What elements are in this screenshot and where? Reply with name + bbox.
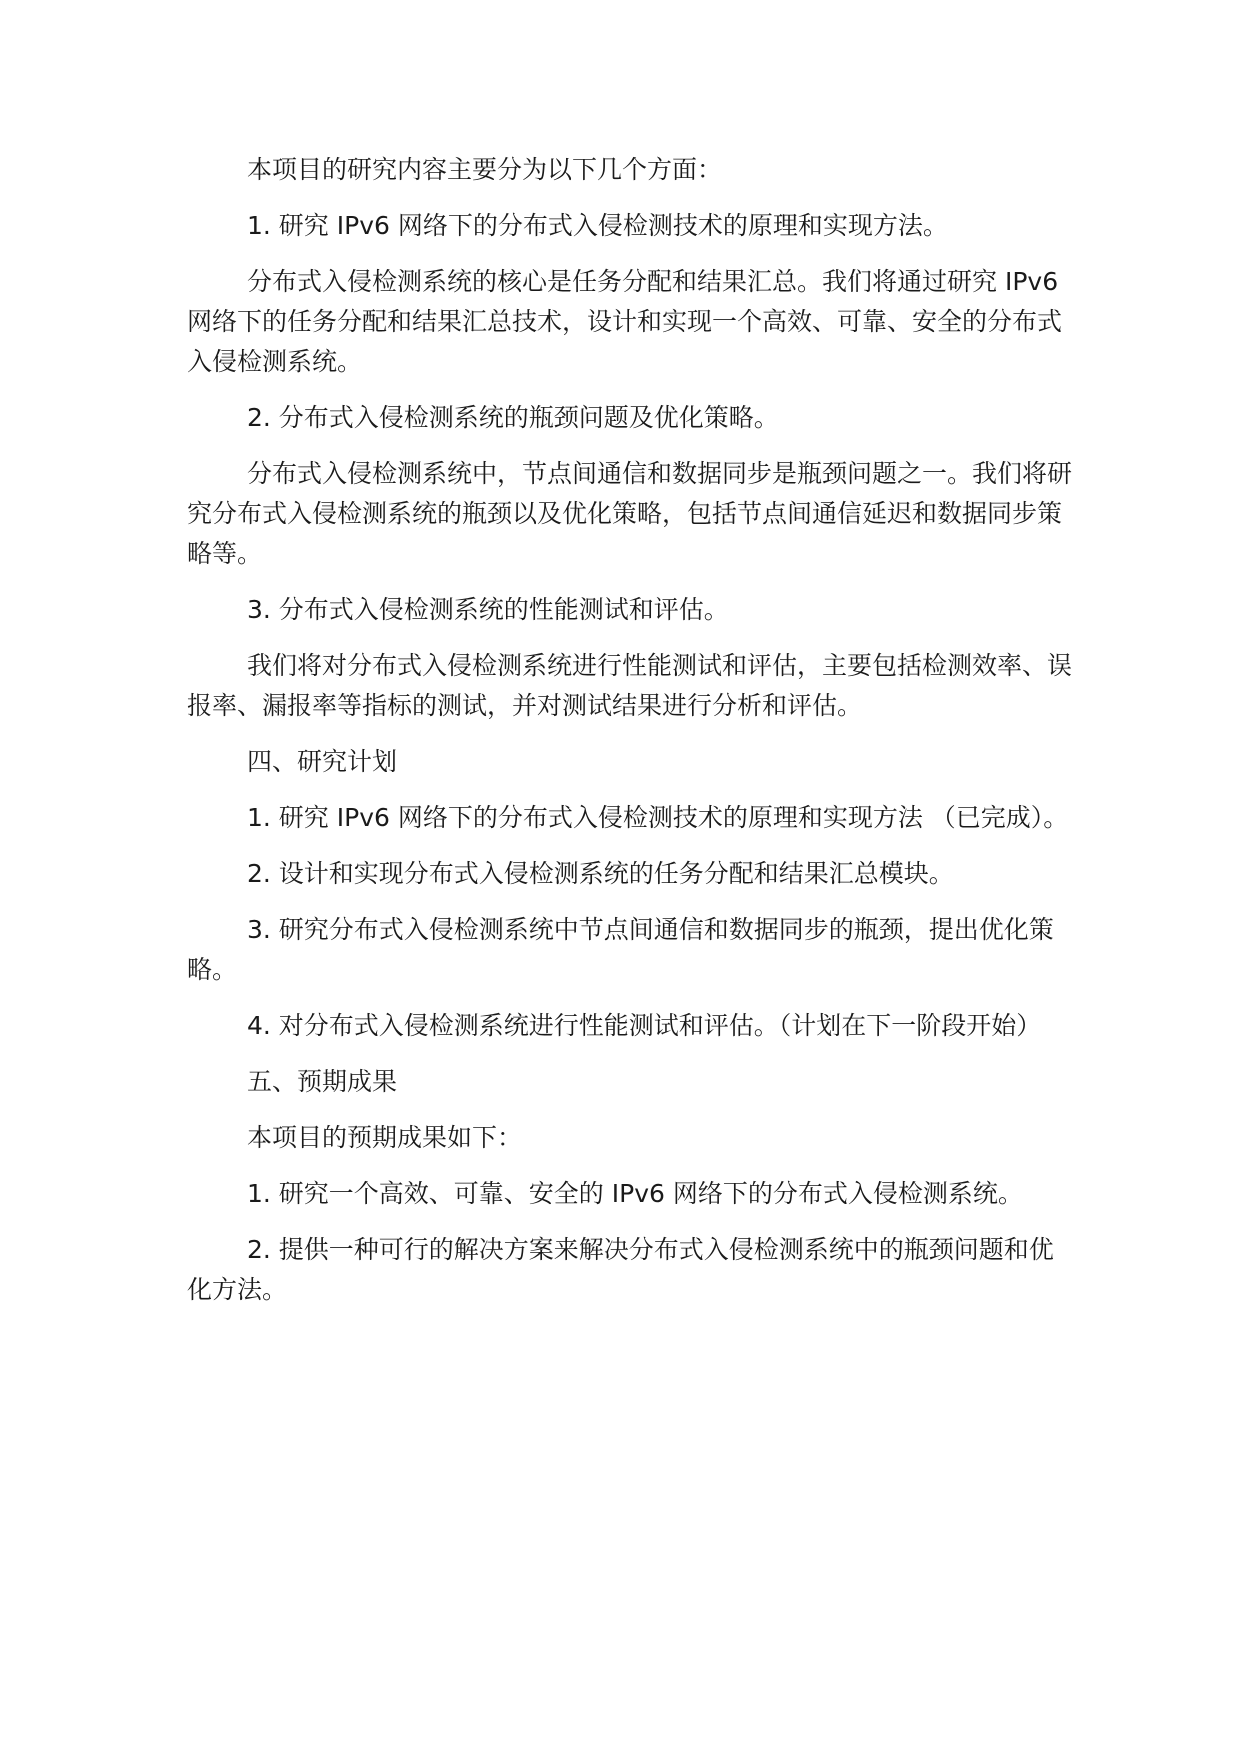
plan-item-1: 1. 研究 IPv6 网络下的分布式入侵检测技术的原理和实现方法 （已完成）。: [247, 803, 1069, 832]
paragraph-item-1-heading: 1. 研究 IPv6 网络下的分布式入侵检测技术的原理和实现方法。: [247, 211, 948, 240]
plan-item-2: 2. 设计和实现分布式入侵检测系统的任务分配和结果汇总模块。: [247, 859, 954, 888]
section-heading-expected-results: 五、预期成果: [247, 1067, 398, 1096]
paragraph-expected-intro: 本项目的预期成果如下：: [247, 1123, 523, 1152]
paragraph-item-2-heading: 2. 分布式入侵检测系统的瓶颈问题及优化策略。: [247, 403, 779, 432]
plan-item-3: 3. 研究分布式入侵检测系统中节点间通信和数据同步的瓶颈，提出优化策略。: [187, 915, 1054, 984]
expected-item-2: 2. 提供一种可行的解决方案来解决分布式入侵检测系统中的瓶颈问题和优化方法。: [187, 1235, 1054, 1304]
paragraph-item-3-heading: 3. 分布式入侵检测系统的性能测试和评估。: [247, 595, 729, 624]
expected-item-1: 1. 研究一个高效、可靠、安全的 IPv6 网络下的分布式入侵检测系统。: [247, 1179, 1023, 1208]
paragraph-item-1-body: 分布式入侵检测系统的核心是任务分配和结果汇总。我们将通过研究 IPv6 网络下的任务分配和结果汇总技术，设计和实现一个高效、可靠、安全的分布式入侵检测系统。: [187, 267, 1067, 376]
section-heading-research-plan: 四、研究计划: [247, 747, 398, 776]
plan-item-4: 4. 对分布式入侵检测系统进行性能测试和评估。（计划在下一阶段开始）: [247, 1011, 1042, 1040]
paragraph-item-3-body: 我们将对分布式入侵检测系统进行性能测试和评估，主要包括检测效率、误报率、漏报率等指标的测试，并对测试结果进行分析和评估。: [187, 651, 1073, 720]
document-body: [187, 150, 1072, 1326]
paragraph-research-intro: 本项目的研究内容主要分为以下几个方面：: [247, 155, 723, 184]
paragraph-item-2-body: 分布式入侵检测系统中，节点间通信和数据同步是瓶颈问题之一。我们将研究分布式入侵检测系统的瓶颈以及优化策略，包括节点间通信延迟和数据同步策略等。: [187, 459, 1073, 568]
